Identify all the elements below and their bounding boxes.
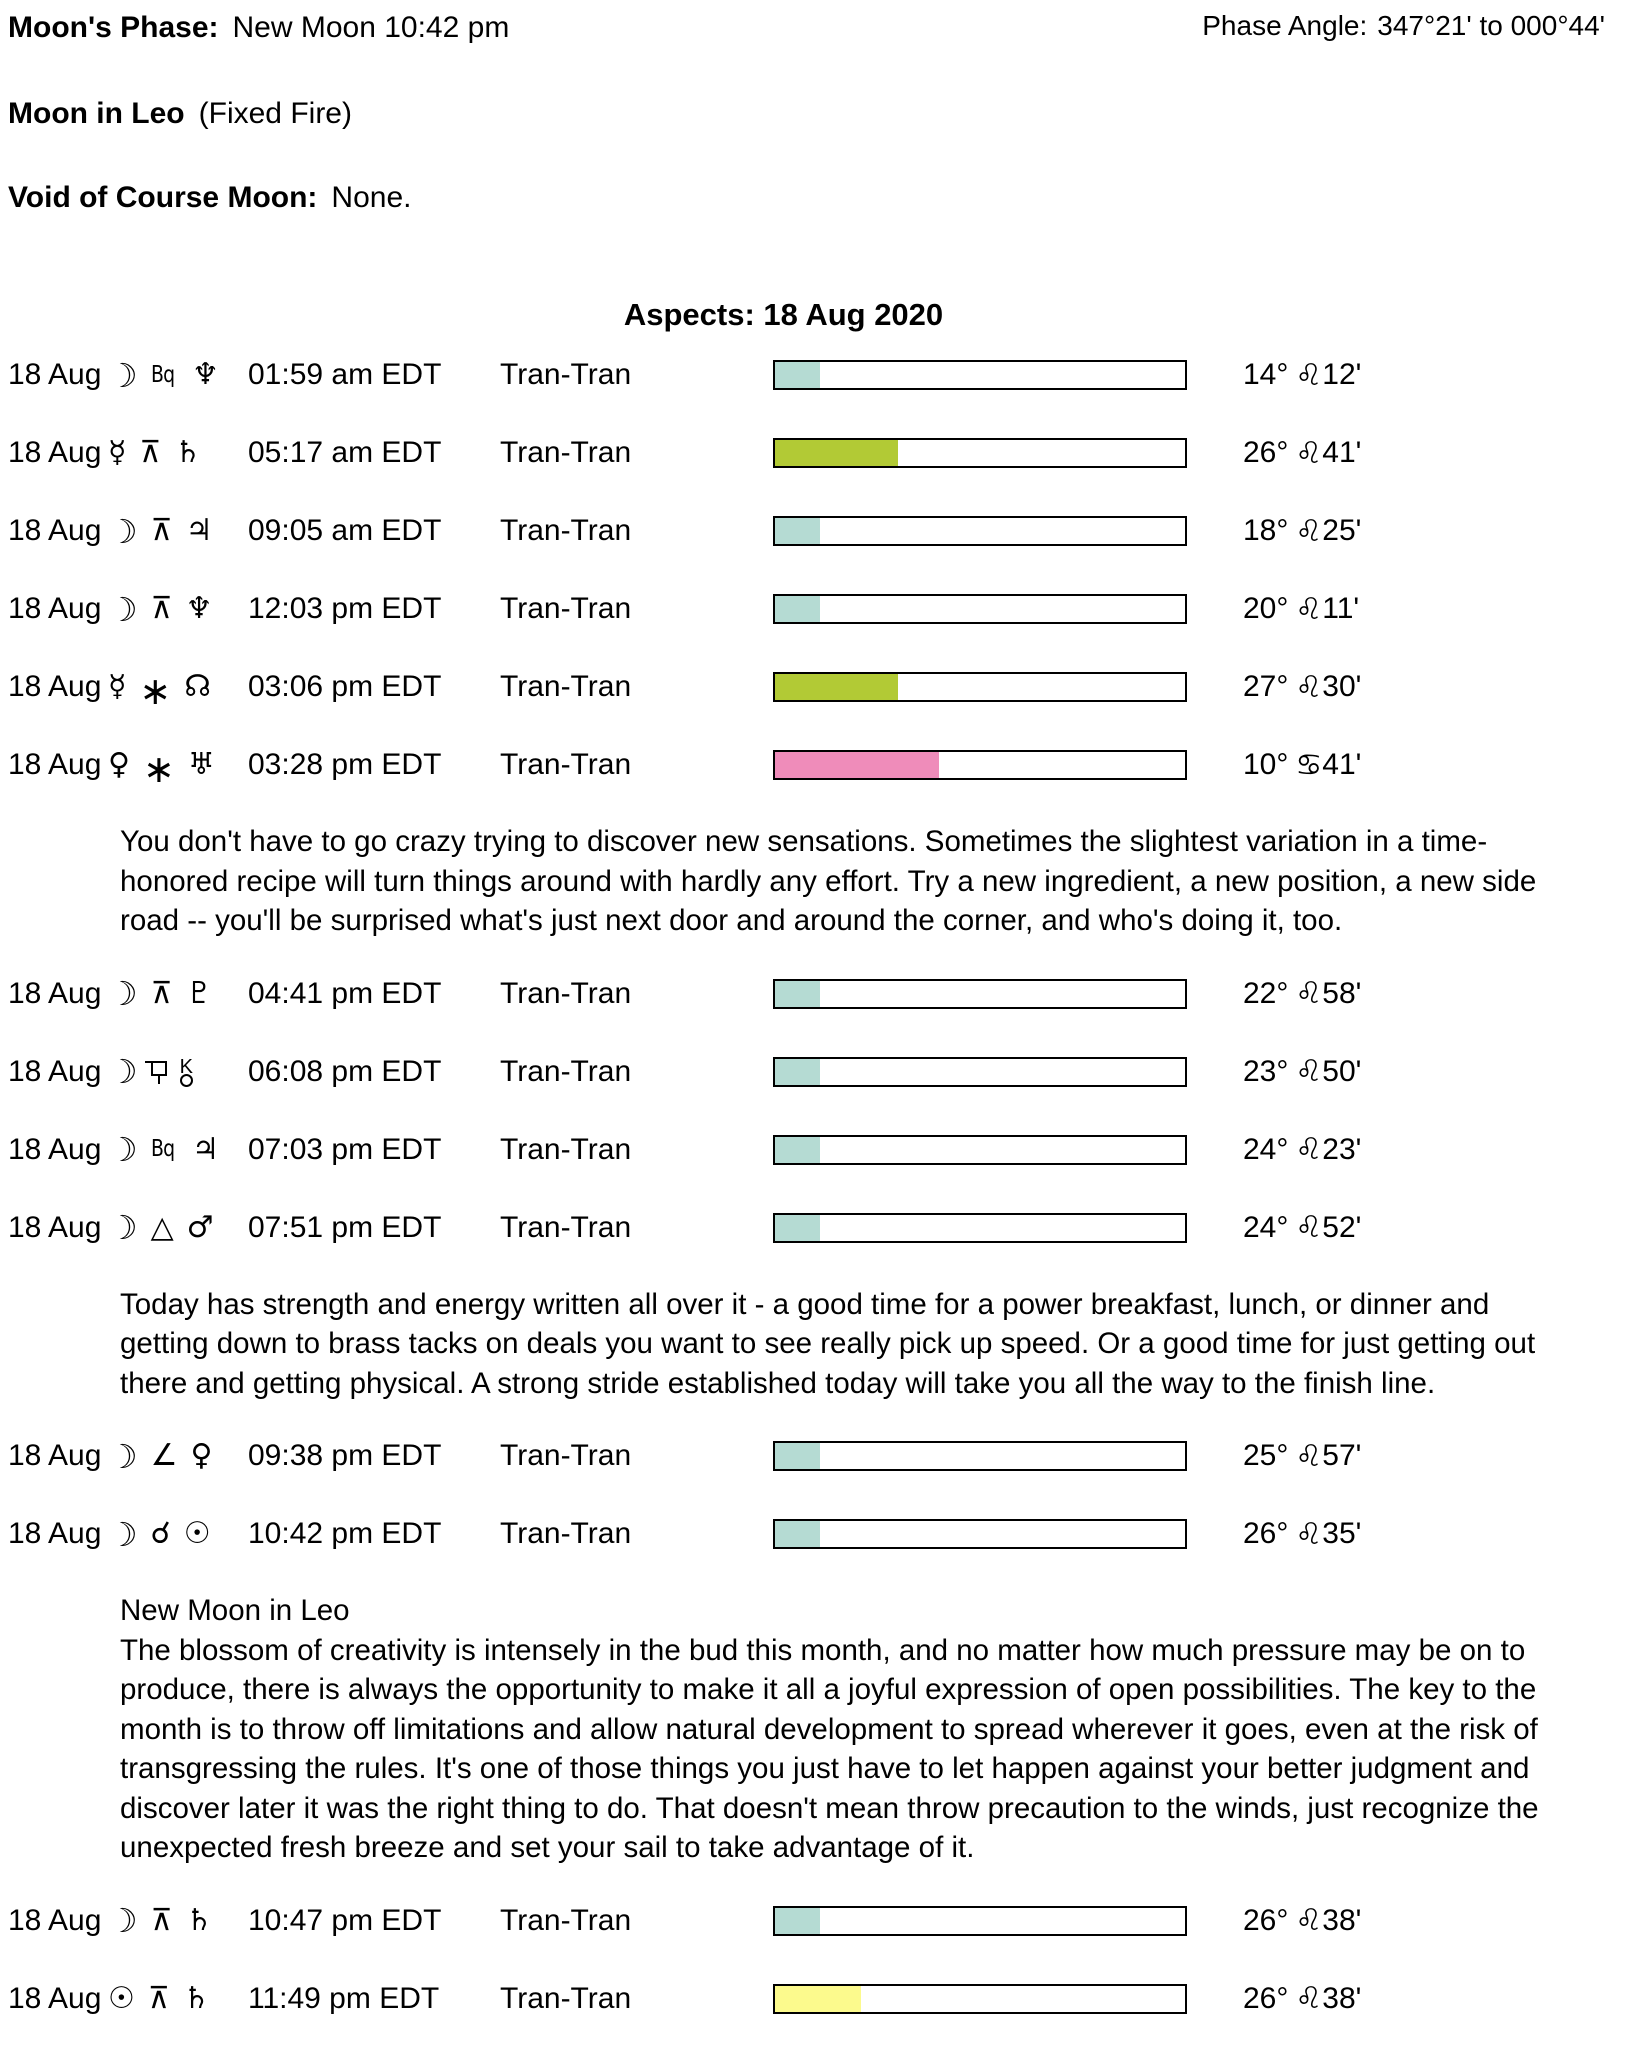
aspect-position bbox=[1243, 436, 1361, 471]
aspect-row bbox=[8, 1513, 1605, 1555]
position-degrees: 26° bbox=[1243, 1517, 1289, 1550]
aspect-row bbox=[8, 1900, 1605, 1942]
position-minutes: 25' bbox=[1322, 514, 1362, 547]
position-minutes: 38' bbox=[1322, 1981, 1362, 2015]
uranus-symbol-icon: ♅ bbox=[187, 747, 215, 782]
aspect-date: 18 Aug bbox=[8, 1132, 102, 1166]
orb-bar-fill bbox=[775, 1059, 820, 1085]
aspect-row bbox=[8, 1129, 1605, 1171]
aspect-type: Tran-Tran bbox=[500, 1054, 632, 1088]
aspect-row bbox=[8, 666, 1605, 713]
aspect-row bbox=[8, 1051, 1605, 1093]
aspect-interpretation bbox=[120, 1285, 1540, 1404]
aspect-symbols: ♀ ∗ ♅ bbox=[108, 747, 215, 791]
orb-bar bbox=[773, 1213, 1187, 1243]
aspect-time: 05:17 am EDT bbox=[248, 436, 442, 469]
sesquiquadrate-aspect-icon bbox=[151, 1061, 167, 1076]
aspect-row bbox=[8, 744, 1605, 791]
aspect-position bbox=[1243, 1517, 1361, 1552]
aspect-date: 18 Aug bbox=[8, 1439, 102, 1472]
orb-bar bbox=[773, 1984, 1187, 2014]
aspect-position bbox=[1243, 748, 1361, 783]
neptune-symbol-icon: ♆ bbox=[185, 591, 213, 626]
orb-bar bbox=[773, 516, 1187, 546]
position-minutes: 57' bbox=[1322, 1439, 1362, 1472]
position-degrees: 23° bbox=[1243, 1054, 1289, 1088]
aspect-symbols bbox=[108, 435, 248, 470]
interpretation-text: Today has strength and energy written all over it - a good time for a power breakfast, lunch, or dinner and getting down to brass tacks on deals you want to see really pick up speed. Or a good time for just getting out there and getting physical. A strong stride established today will take you all the way to the finish line. bbox=[120, 1287, 1536, 1400]
aspect-date: 18 Aug bbox=[8, 670, 102, 703]
aspect-date: 18 Aug bbox=[8, 976, 102, 1010]
aspect-row bbox=[8, 1207, 1605, 1249]
aspect-date: 18 Aug bbox=[8, 436, 102, 469]
aspect-date: 18 Aug bbox=[8, 1981, 102, 2015]
leo-sign-icon: ♌ bbox=[1295, 357, 1323, 393]
leo-sign-icon: ♌ bbox=[1295, 1054, 1323, 1089]
moon-symbol-icon: ☽ bbox=[108, 1436, 138, 1476]
cancer-sign-icon: ♋ bbox=[1295, 747, 1323, 783]
quincunx-aspect-icon: ⊼ bbox=[150, 1902, 173, 1938]
biquintile-aspect-icon: Bq bbox=[150, 361, 174, 388]
aspect-type: Tran-Tran bbox=[500, 1517, 632, 1550]
position-degrees: 27° bbox=[1243, 670, 1289, 703]
aspect-symbols bbox=[108, 1130, 248, 1169]
leo-sign-icon: ♌ bbox=[1295, 435, 1323, 471]
saturn-symbol-icon: ♄ bbox=[182, 1980, 210, 2016]
moon-symbol-icon: ☽ bbox=[108, 511, 138, 551]
aspect-symbols bbox=[108, 1514, 248, 1554]
orb-bar bbox=[773, 1057, 1187, 1087]
aspect-type: Tran-Tran bbox=[500, 514, 632, 547]
aspects-title: Aspects: 18 Aug 2020 bbox=[623, 297, 944, 332]
orb-bar-fill bbox=[775, 674, 898, 700]
moon-symbol-icon: ☽ bbox=[108, 974, 138, 1013]
moon-sign-detail: (Fixed Fire) bbox=[198, 97, 352, 130]
position-degrees: 24° bbox=[1243, 1132, 1289, 1166]
orb-bar bbox=[773, 750, 1187, 780]
position-degrees: 24° bbox=[1243, 1210, 1289, 1244]
aspect-symbols bbox=[108, 1436, 248, 1476]
orb-bar-fill bbox=[775, 1137, 820, 1163]
orb-bar bbox=[773, 979, 1187, 1009]
mars-symbol-icon: ♂ bbox=[186, 1209, 214, 1245]
moon-symbol-icon: ☽ bbox=[108, 1514, 138, 1554]
aspect-time: 03:06 pm EDT bbox=[248, 670, 442, 703]
aspect-date: 18 Aug bbox=[8, 1210, 102, 1244]
aspect-time: 09:05 am EDT bbox=[248, 514, 442, 547]
phase-angle-label: Phase Angle: bbox=[1202, 10, 1368, 41]
orb-bar-fill bbox=[775, 752, 939, 778]
aspect-row bbox=[8, 1435, 1605, 1477]
aspect-time: 12:03 pm EDT bbox=[248, 592, 442, 625]
interpretation-text: The blossom of creativity is intensely in the bud this month, and no matter how much pressure may be on to produce, there is always the opportunity to make it all a joyful expression of open possibilities. The key to the month is to throw off limitations and allow natural development to spread wherever it goes, even at the risk of transgressing the rules. It's one of those things you just have to let happen against your better judgment and discover later it was the right thing to do. That doesn't mean throw precaution to the winds, just recognize the unexpected fresh breeze and set your sail to take advantage of it. bbox=[120, 1633, 1539, 1864]
position-minutes: 38' bbox=[1322, 1903, 1362, 1937]
aspect-row bbox=[8, 1978, 1605, 2020]
position-degrees: 26° bbox=[1243, 1981, 1289, 2015]
aspect-type: Tran-Tran bbox=[500, 976, 632, 1010]
semisquare-aspect-icon: ∠ bbox=[150, 1438, 178, 1473]
orb-bar-fill bbox=[775, 596, 820, 622]
chiron-circle-glyph bbox=[180, 1074, 193, 1087]
aspect-date: 18 Aug bbox=[8, 358, 102, 391]
aspect-row bbox=[8, 588, 1605, 630]
aspect-date: 18 Aug bbox=[8, 514, 102, 547]
moon-sign-label: Moon in Leo bbox=[8, 97, 185, 130]
orb-bar-fill bbox=[775, 981, 820, 1007]
chiron-k-glyph: K bbox=[179, 1055, 193, 1078]
pluto-symbol-icon: ♇ bbox=[185, 975, 213, 1011]
aspect-interpretation bbox=[120, 1591, 1540, 1868]
position-minutes: 35' bbox=[1322, 1517, 1362, 1550]
mercury-symbol-icon: ☿ bbox=[108, 669, 127, 704]
void-of-course-line bbox=[8, 178, 1605, 218]
aspect-time: 10:47 pm EDT bbox=[248, 1903, 442, 1937]
leo-sign-icon: ♌ bbox=[1295, 669, 1323, 705]
position-minutes: 11' bbox=[1322, 592, 1360, 625]
leo-sign-icon: ♌ bbox=[1295, 1210, 1323, 1245]
aspect-position bbox=[1243, 670, 1361, 705]
void-of-course-value: None. bbox=[331, 181, 412, 214]
aspect-symbols bbox=[108, 1901, 248, 1940]
moon-symbol-icon: ☽ bbox=[108, 589, 138, 629]
moon-symbol-icon: ☽ bbox=[108, 1208, 138, 1247]
aspect-position bbox=[1243, 1132, 1361, 1167]
aspect-time: 07:03 pm EDT bbox=[248, 1132, 442, 1166]
leo-sign-icon: ♌ bbox=[1295, 513, 1323, 549]
moon-sign-line bbox=[8, 94, 1605, 134]
quincunx-aspect-icon: ⊼ bbox=[150, 513, 173, 548]
moon-symbol-icon: ☽ bbox=[108, 1052, 138, 1091]
aspect-time: 04:41 pm EDT bbox=[248, 976, 442, 1010]
leo-sign-icon: ♌ bbox=[1295, 591, 1323, 627]
jupiter-symbol-icon: ♃ bbox=[191, 1131, 219, 1167]
aspect-symbols bbox=[108, 974, 248, 1013]
position-minutes: 50' bbox=[1322, 1054, 1362, 1088]
trine-aspect-icon: △ bbox=[150, 1209, 174, 1245]
position-degrees: 25° bbox=[1243, 1439, 1289, 1472]
aspect-type: Tran-Tran bbox=[500, 592, 632, 625]
aspect-type: Tran-Tran bbox=[500, 670, 632, 703]
aspects-list bbox=[8, 354, 1605, 2020]
aspect-symbols bbox=[108, 355, 248, 395]
top-info-line bbox=[8, 8, 1605, 48]
void-of-course-label: Void of Course Moon: bbox=[8, 181, 318, 214]
position-minutes: 41' bbox=[1322, 436, 1362, 469]
orb-bar bbox=[773, 1441, 1187, 1471]
position-degrees: 14° bbox=[1243, 358, 1289, 391]
aspect-date: 18 Aug bbox=[8, 748, 102, 781]
aspect-symbols bbox=[108, 511, 248, 551]
venus-symbol-icon: ♀ bbox=[190, 1438, 213, 1473]
quincunx-aspect-icon: ⊼ bbox=[150, 591, 173, 626]
position-minutes: 23' bbox=[1322, 1132, 1362, 1166]
orb-bar bbox=[773, 438, 1187, 468]
aspect-row bbox=[8, 510, 1605, 552]
orb-bar bbox=[773, 360, 1187, 390]
leo-sign-icon: ♌ bbox=[1295, 1903, 1323, 1938]
orb-bar-fill bbox=[775, 1443, 820, 1469]
neptune-symbol-icon: ♆ bbox=[191, 357, 219, 392]
position-degrees: 18° bbox=[1243, 514, 1289, 547]
aspect-position bbox=[1243, 1439, 1361, 1474]
orb-bar-fill bbox=[775, 1986, 861, 2012]
orb-bar-fill bbox=[775, 518, 820, 544]
aspect-type: Tran-Tran bbox=[500, 1210, 632, 1244]
position-minutes: 12' bbox=[1322, 358, 1362, 391]
orb-bar-fill bbox=[775, 440, 898, 466]
leo-sign-icon: ♌ bbox=[1295, 1132, 1323, 1167]
saturn-symbol-icon: ♄ bbox=[174, 435, 202, 470]
aspect-time: 01:59 am EDT bbox=[248, 358, 442, 391]
aspect-type: Tran-Tran bbox=[500, 1981, 632, 2015]
aspect-position bbox=[1243, 1210, 1361, 1245]
jupiter-symbol-icon: ♃ bbox=[185, 513, 213, 548]
position-degrees: 26° bbox=[1243, 436, 1289, 469]
interpretation-text: You don't have to go crazy trying to discover new sensations. Sometimes the slightest variation in a time-honored recipe will turn things around with hardly any effort. Try a new ingredient, a new position, a new side road -- you'll be surprised what's just next door and around the corner, and who's doing it, too. bbox=[120, 825, 1537, 937]
aspect-time: 03:28 pm EDT bbox=[248, 748, 442, 781]
aspect-time: 07:51 pm EDT bbox=[248, 1210, 442, 1244]
aspect-type: Tran-Tran bbox=[500, 1132, 632, 1166]
aspect-time: 09:38 pm EDT bbox=[248, 1439, 442, 1472]
aspect-symbols bbox=[108, 1052, 248, 1091]
phase-angle bbox=[1202, 8, 1605, 44]
moons-phase-label: Moon's Phase: bbox=[8, 11, 219, 44]
leo-sign-icon: ♌ bbox=[1295, 1438, 1323, 1474]
aspect-interpretation bbox=[120, 822, 1540, 941]
chiron-symbol-icon bbox=[180, 1057, 193, 1087]
moon-symbol-icon: ☽ bbox=[108, 1130, 138, 1169]
aspect-date: 18 Aug bbox=[8, 1903, 102, 1937]
position-minutes: 58' bbox=[1322, 976, 1362, 1010]
aspect-position bbox=[1243, 1903, 1361, 1938]
moon-symbol-icon: ☽ bbox=[108, 1901, 138, 1940]
leo-sign-icon: ♌ bbox=[1295, 1981, 1323, 2016]
orb-bar bbox=[773, 1906, 1187, 1936]
orb-bar-fill bbox=[775, 1521, 820, 1547]
quincunx-aspect-icon: ⊼ bbox=[150, 975, 173, 1011]
aspect-row bbox=[8, 354, 1605, 396]
aspect-position bbox=[1243, 1981, 1361, 2016]
aspect-type: Tran-Tran bbox=[500, 436, 632, 469]
aspect-date: 18 Aug bbox=[8, 592, 102, 625]
conjunction-aspect-icon: ☌ bbox=[150, 1516, 171, 1551]
position-minutes: 30' bbox=[1322, 670, 1362, 703]
aspect-position bbox=[1243, 976, 1361, 1011]
aspect-time: 11:49 pm EDT bbox=[248, 1981, 440, 2015]
orb-bar bbox=[773, 594, 1187, 624]
orb-bar bbox=[773, 1135, 1187, 1165]
biquintile-aspect-icon: Bq bbox=[150, 1136, 174, 1162]
venus-symbol-icon: ♀ bbox=[108, 747, 130, 782]
position-degrees: 20° bbox=[1243, 592, 1289, 625]
aspect-row bbox=[8, 432, 1605, 474]
position-minutes: 52' bbox=[1322, 1210, 1362, 1244]
aspect-date: 18 Aug bbox=[8, 1517, 102, 1550]
aspect-time: 06:08 pm EDT bbox=[248, 1054, 442, 1088]
interpretation-heading: New Moon in Leo bbox=[120, 1594, 350, 1627]
quincunx-aspect-icon: ⊼ bbox=[139, 435, 162, 470]
aspect-type: Tran-Tran bbox=[500, 748, 632, 781]
aspect-symbols bbox=[108, 1208, 248, 1247]
aspect-position bbox=[1243, 592, 1359, 627]
moon-symbol-icon: ☽ bbox=[108, 355, 138, 395]
aspect-symbols bbox=[108, 589, 248, 629]
aspect-position bbox=[1243, 358, 1361, 393]
phase-angle-value: 347°21' to 000°44' bbox=[1377, 10, 1605, 41]
moons-phase bbox=[8, 8, 509, 48]
aspect-position bbox=[1243, 514, 1361, 549]
leo-sign-icon: ♌ bbox=[1295, 1516, 1323, 1552]
sun-symbol-icon: ☉ bbox=[183, 1516, 211, 1551]
aspect-position bbox=[1243, 1054, 1361, 1089]
aspect-type: Tran-Tran bbox=[500, 358, 632, 391]
position-degrees: 26° bbox=[1243, 1903, 1289, 1937]
aspect-symbols: ☿ ∗ ☊ bbox=[108, 669, 211, 713]
quincunx-aspect-icon: ⊼ bbox=[147, 1980, 170, 2016]
aspect-time: 10:42 pm EDT bbox=[248, 1517, 442, 1550]
orb-bar bbox=[773, 1519, 1187, 1549]
position-degrees: 10° bbox=[1243, 748, 1289, 781]
saturn-symbol-icon: ♄ bbox=[185, 1902, 213, 1938]
aspect-type: Tran-Tran bbox=[500, 1903, 632, 1937]
leo-sign-icon: ♌ bbox=[1295, 976, 1323, 1011]
orb-bar-fill bbox=[775, 1908, 820, 1934]
aspect-symbols bbox=[108, 1980, 248, 2016]
position-degrees: 22° bbox=[1243, 976, 1289, 1010]
node-symbol-icon: ☊ bbox=[184, 669, 211, 704]
orb-bar bbox=[773, 672, 1187, 702]
aspect-date: 18 Aug bbox=[8, 1054, 102, 1088]
moons-phase-value: New Moon 10:42 pm bbox=[232, 11, 510, 44]
sun-symbol-icon: ☉ bbox=[108, 1980, 135, 2016]
position-minutes: 41' bbox=[1322, 748, 1362, 781]
orb-bar-fill bbox=[775, 1215, 820, 1241]
mercury-symbol-icon: ☿ bbox=[108, 435, 127, 470]
aspect-type: Tran-Tran bbox=[500, 1439, 632, 1472]
orb-bar-fill bbox=[775, 362, 820, 388]
aspect-row bbox=[8, 973, 1605, 1015]
